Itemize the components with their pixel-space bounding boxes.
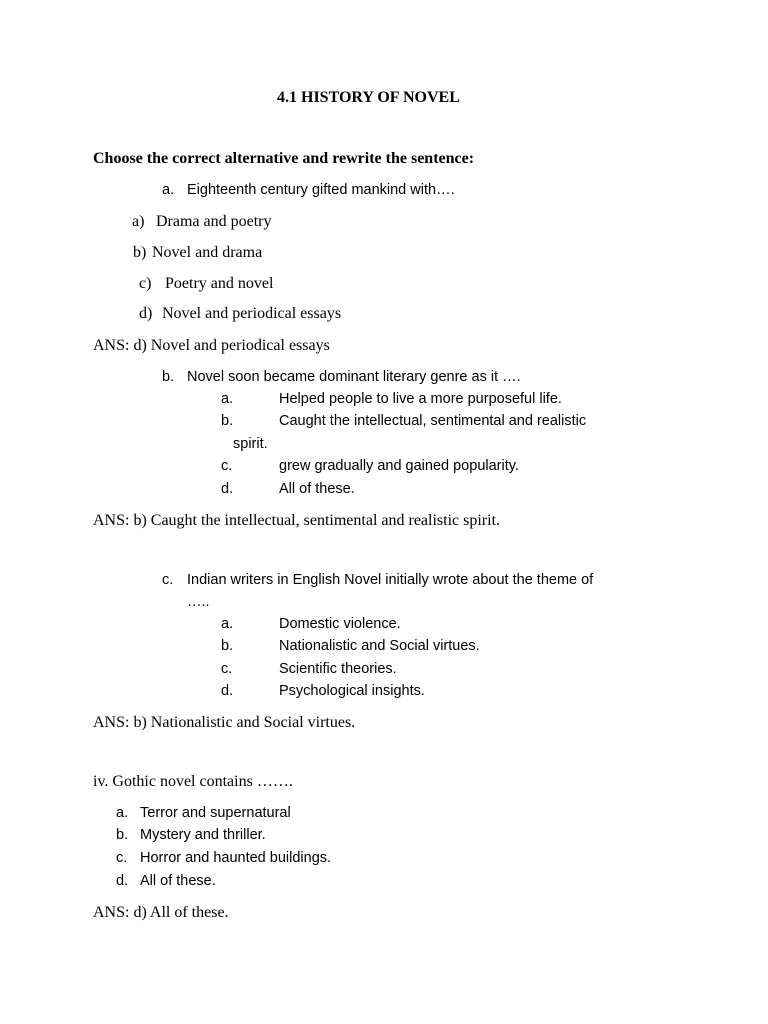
option-marker: c. [221,458,233,474]
option-text: Domestic violence. [279,616,401,632]
option-marker: a. [221,616,234,632]
option-text: Novel and periodical essays [162,305,342,322]
option-marker: d. [221,683,234,699]
option-marker: b. [116,827,129,843]
option-text: All of these. [140,873,216,889]
option-marker: c. [221,661,233,677]
question-marker: b. [162,369,175,385]
option-marker: d. [116,873,129,889]
option-text: grew gradually and gained popularity. [279,458,519,474]
answer: ANS: d) Novel and periodical essays [93,337,330,354]
option-text: Terror and supernatural [140,805,291,821]
option-text: Horror and haunted buildings. [140,850,332,866]
option-text: Poetry and novel [165,275,274,292]
option-text: Scientific theories. [279,661,397,677]
option-marker: a. [116,805,129,821]
option-marker: d. [221,481,234,497]
answer: ANS: b) Caught the intellectual, sentimental and realistic spirit. [93,512,501,529]
question-text: Indian writers in English Novel initially wrote about the theme of [187,572,594,588]
option-marker: c. [116,850,128,866]
question-marker: a. [162,182,175,198]
option-marker: b. [221,413,234,429]
answer: ANS: d) All of these. [93,904,229,921]
question-text-continuation: ….. [187,594,210,610]
question-text: Novel soon became dominant literary genre as it …. [187,369,521,385]
option-text-continuation: spirit. [233,436,268,452]
option-text: Nationalistic and Social virtues. [279,638,480,654]
option-marker: d) [139,305,153,322]
answer: ANS: b) Nationalistic and Social virtues. [93,714,356,731]
option-marker: a) [132,213,145,230]
option-marker: a. [221,391,234,407]
question-marker: c. [162,572,174,588]
option-marker: b) [133,244,147,261]
question-text: iv. Gothic novel contains ……. [93,773,293,790]
option-text: Novel and drama [152,244,263,261]
option-text: All of these. [279,481,355,497]
option-text: Drama and poetry [156,213,272,230]
option-text: Mystery and thriller. [140,827,266,843]
option-text: Helped people to live a more purposeful life. [279,391,562,407]
option-marker: b. [221,638,234,654]
option-text: Caught the intellectual, sentimental and realistic [279,413,587,429]
instruction: Choose the correct alternative and rewrite the sentence: [93,150,475,167]
option-marker: c) [139,275,152,292]
option-text: Psychological insights. [279,683,425,699]
page-title: 4.1 HISTORY OF NOVEL [277,89,460,106]
question-text: Eighteenth century gifted mankind with…. [187,182,455,198]
